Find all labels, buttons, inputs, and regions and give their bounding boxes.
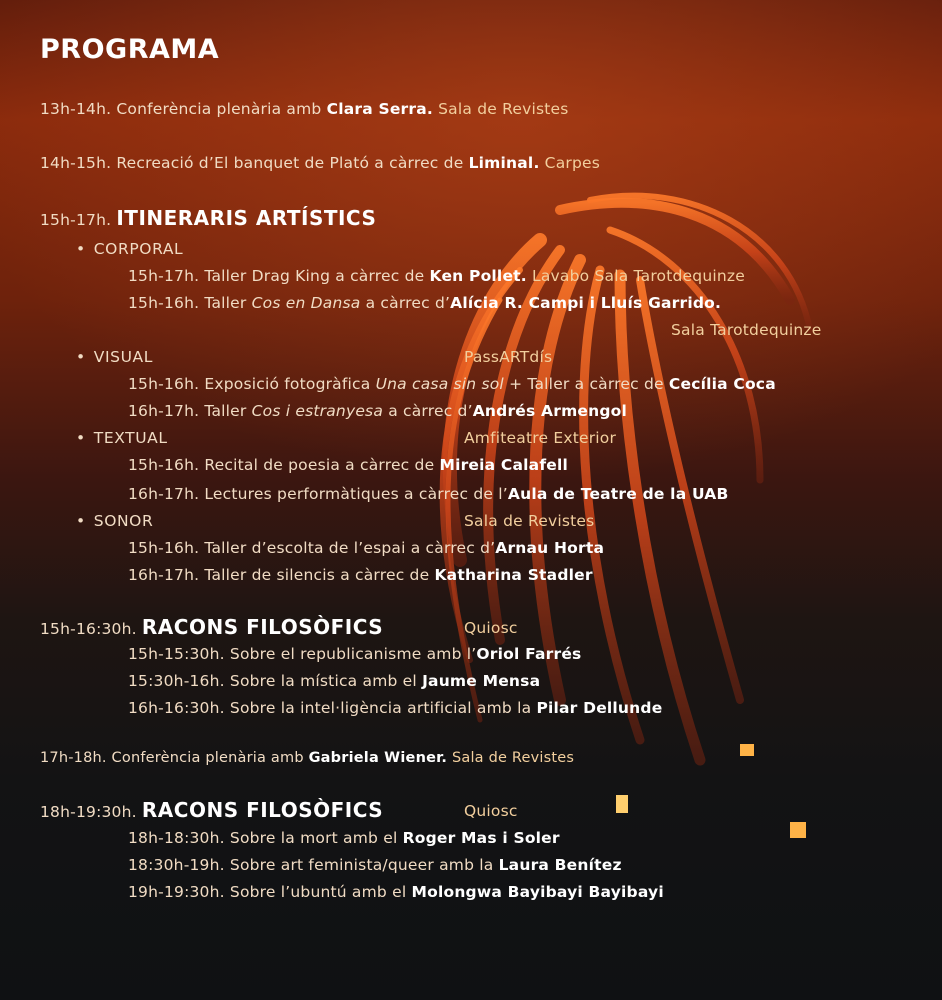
description: Conferència plenària amb — [116, 100, 322, 118]
section-heading: RACONS FILOSÒFICS — [141, 798, 384, 822]
category-sonor — [76, 512, 153, 530]
page-title: PROGRAMA — [40, 34, 220, 65]
category-label: CORPORAL — [93, 240, 184, 258]
location: Quiosc — [464, 802, 518, 820]
description: Recreació d’El banquet de Plató a càrrec de — [116, 154, 464, 172]
description: Conferència plenària amb — [111, 750, 304, 766]
section-heading: RACONS FILOSÒFICS — [141, 615, 384, 639]
list-item: 16h-17h. Taller Cos i estranyesa a càrrec d’Andrés Armengol — [128, 402, 628, 420]
list-item: 18h-18:30h. Sobre la mort amb el Roger Mas i Soler — [128, 829, 560, 847]
list-item: 15:30h-16h. Sobre la mística amb el Jaume Mensa — [128, 672, 541, 690]
location: Sala de Revistes — [451, 750, 575, 766]
time: 15h-17h. — [40, 211, 112, 229]
list-item: 16h-17h. Lectures performàtiques a càrrec de l’Aula de Teatre de la UAB — [128, 485, 729, 503]
list-item: 16h-16:30h. Sobre la intel·ligència artificial amb la Pilar Dellunde — [128, 699, 663, 717]
category-label: SONOR — [93, 512, 154, 530]
list-item: 15h-17h. Taller Drag King a càrrec de Ken Pollet. Lavabo Sala Tarotdequinze — [128, 267, 745, 285]
speaker: Clara Serra. — [326, 100, 433, 118]
list-item: 15h-15:30h. Sobre el republicanisme amb l’Oriol Farrés — [128, 645, 582, 663]
time: 17h-18h. — [40, 750, 107, 766]
bullet-icon: • — [76, 429, 86, 447]
location: Sala Tarotdequinze — [671, 321, 822, 339]
location: Sala de Revistes — [438, 100, 569, 118]
time: 14h-15h. — [40, 154, 112, 172]
speaker: Liminal. — [468, 154, 540, 172]
schedule-row-clara-serra — [40, 100, 569, 118]
bullet-icon: • — [76, 512, 86, 530]
schedule-row-liminal — [40, 154, 600, 172]
list-item: 15h-16h. Exposició fotogràfica Una casa sin sol + Taller a càrrec de Cecília Coca — [128, 375, 776, 393]
category-label: TEXTUAL — [93, 429, 168, 447]
list-item: 15h-16h. Taller Cos en Dansa a càrrec d’Alícia R. Campi i Lluís Garrido. — [128, 294, 722, 312]
list-item: 15h-16h. Taller d’escolta de l’espai a càrrec d’Arnau Horta — [128, 539, 605, 557]
time: 18h-19:30h. — [40, 803, 137, 821]
schedule-row-gabriela-wiener — [40, 750, 574, 766]
time: 15h-16:30h. — [40, 620, 137, 638]
bullet-icon: • — [76, 348, 86, 366]
speaker: Gabriela Wiener. — [308, 750, 448, 766]
section-racons-2-header — [40, 798, 383, 822]
location: Quiosc — [464, 619, 518, 637]
bullet-icon: • — [76, 240, 86, 258]
section-racons-1-header — [40, 615, 383, 639]
category-visual — [76, 348, 153, 366]
list-item: 19h-19:30h. Sobre l’ubuntú amb el Molongwa Bayibayi Bayibayi — [128, 883, 664, 901]
section-heading: ITINERARIS ARTÍSTICS — [116, 206, 377, 230]
category-label: VISUAL — [93, 348, 153, 366]
list-item: 18:30h-19h. Sobre art feminista/queer amb la Laura Benítez — [128, 856, 622, 874]
time: 13h-14h. — [40, 100, 112, 118]
location: Amfiteatre Exterior — [464, 429, 617, 447]
location: Sala de Revistes — [464, 512, 595, 530]
category-textual — [76, 429, 168, 447]
location: Carpes — [544, 154, 601, 172]
list-item: 15h-16h. Recital de poesia a càrrec de Mireia Calafell — [128, 456, 569, 474]
location: PassARTdís — [464, 348, 553, 366]
category-corporal — [76, 240, 183, 258]
section-itineraris-header — [40, 206, 376, 230]
list-item: 16h-17h. Taller de silencis a càrrec de Katharina Stadler — [128, 566, 593, 584]
